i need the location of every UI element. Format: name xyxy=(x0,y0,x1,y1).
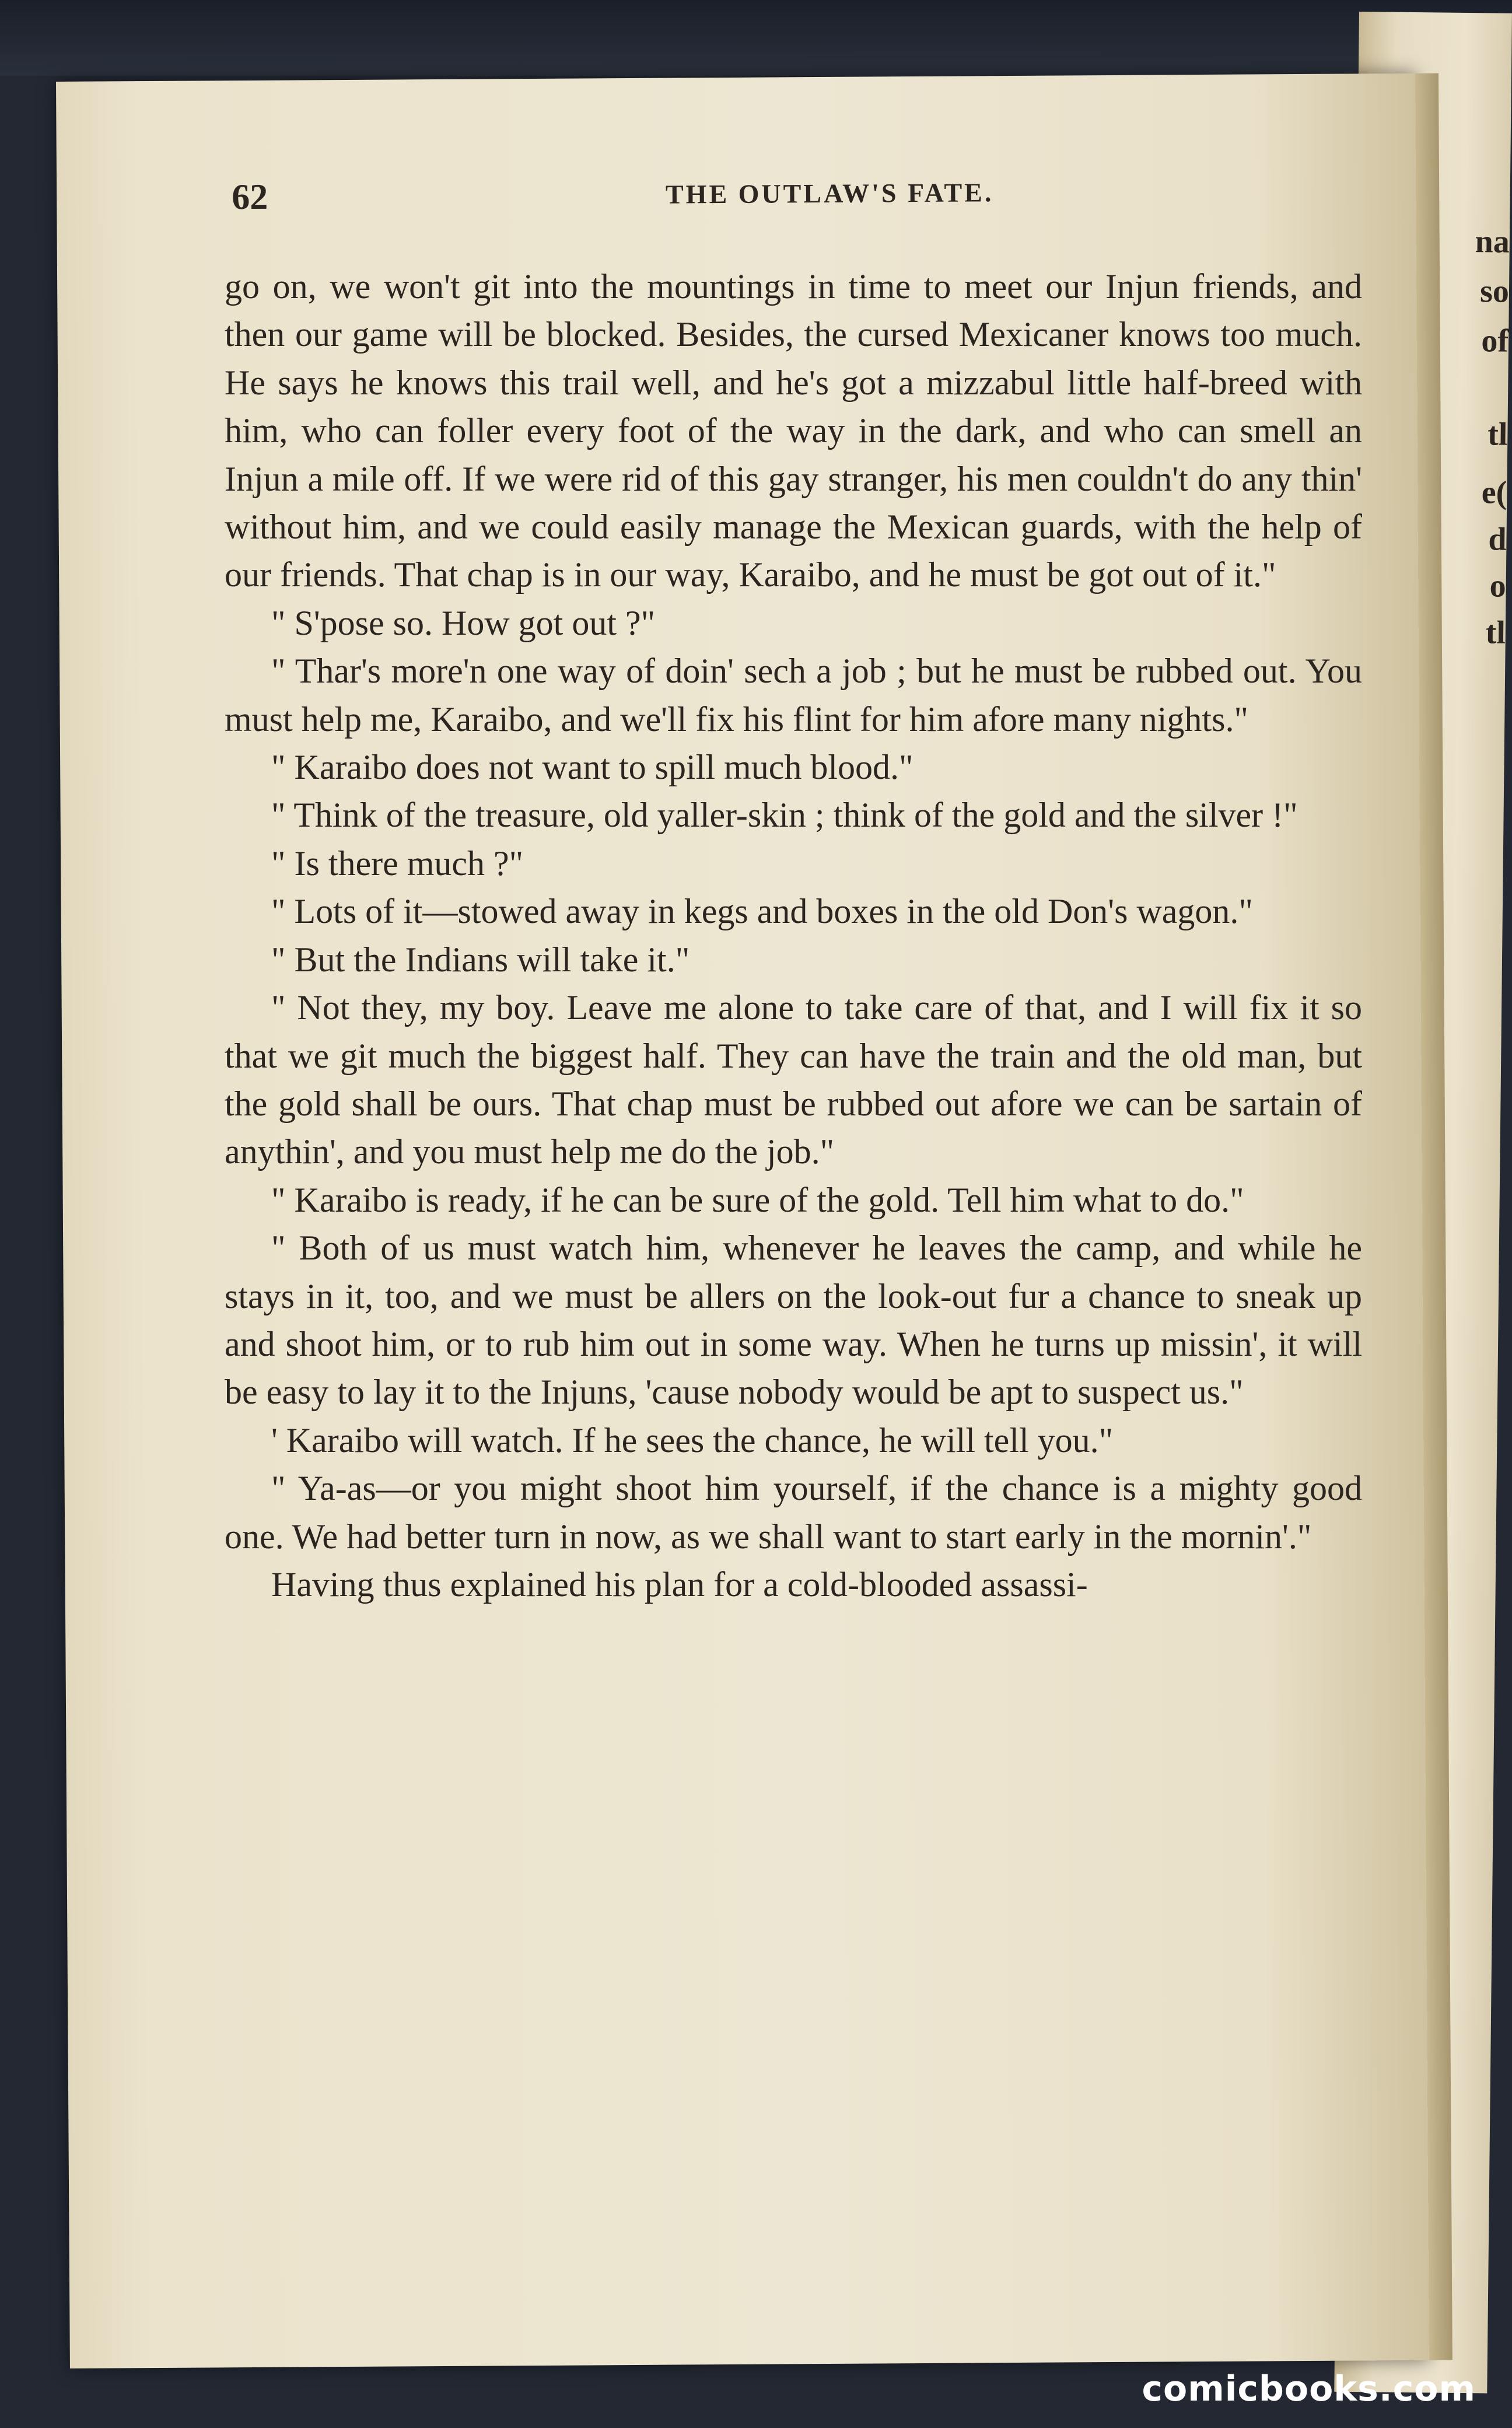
running-title: THE OUTLAW'S FATE. xyxy=(665,177,994,209)
facing-page-fragment: tl xyxy=(1485,614,1506,651)
paragraph: " Thar's more'n one way of doin' sech a job ; but he must be rubbed out. You must help me, Karaibo, and we'll fix his flint for him afore many nights." xyxy=(225,652,1362,739)
facing-page-fragment: e( xyxy=(1481,474,1507,511)
paragraph: go on, we won't git into the mountings in time to meet our Injun friends, and then our game will be blocked. Besides, the cursed Mexicaner knows too much. He says he knows this trail well, and he's got a mizzabul little half-breed with him, who can foller every foot of the way in the dark, and who can smell an Injun a mile off. If we were rid of this gay stranger, his men couldn't do any thin' without him, and we could easily manage the Mexican guards, with the help of our friends. That chap is in our way, Karaibo, and he must be got out of it." xyxy=(225,267,1362,594)
watermark: comicbooks.com xyxy=(1142,2368,1476,2409)
paragraph: " Think of the treasure, old yaller-skin ; think of the gold and the silver !" xyxy=(271,796,1298,835)
facing-page-fragment: so xyxy=(1479,273,1510,310)
page-number: 62 xyxy=(232,177,268,218)
paragraph: " Karaibo does not want to spill much blood." xyxy=(271,748,914,787)
body-text xyxy=(225,263,1362,1608)
facing-page-fragment: of xyxy=(1481,323,1509,359)
page-header xyxy=(232,170,1427,224)
paragraph: " Both of us must watch him, whenever he leaves the camp, and while he stays in it, too, and we must be allers on the look-out fur a chance to sneak up and shoot him, or to rub him out in some way. When he turns up missin', it will be easy to lay it to the Injuns, 'cause nobody would be apt to suspect us." xyxy=(225,1229,1362,1412)
paragraph: " Karaibo is ready, if he can be sure of the gold. Tell him what to do." xyxy=(271,1180,1244,1219)
paragraph: " Ya-as—or you might shoot him yourself, if the chance is a mighty good one. We had better turn in now, as we shall want to start early in the mornin'." xyxy=(225,1469,1362,1556)
paragraph: " Is there much ?" xyxy=(271,844,524,883)
facing-page-fragment: na xyxy=(1475,223,1510,260)
paragraph: " S'pose so. How got out ?" xyxy=(271,603,656,642)
backdrop xyxy=(0,0,1512,76)
facing-page-fragment: o xyxy=(1489,568,1507,604)
facing-page-fragment: d xyxy=(1488,521,1507,558)
paragraph: " Not they, my boy. Leave me alone to take care of that, and I will fix it so that we git much the biggest half. They can have the train and the old man, but the gold shall be ours. That chap must be rubbed out afore we can be sartain of anythin', and you must help me do the job." xyxy=(225,988,1362,1171)
paragraph: ' Karaibo will watch. If he sees the chance, he will tell you." xyxy=(271,1421,1114,1460)
paragraph: " Lots of it—stowed away in kegs and boxes in the old Don's wagon." xyxy=(271,892,1253,931)
paragraph: Having thus explained his plan for a cold-blooded assassi- xyxy=(271,1565,1088,1604)
paragraph: " But the Indians will take it." xyxy=(271,940,690,979)
facing-page-fragment: tl xyxy=(1487,416,1508,453)
